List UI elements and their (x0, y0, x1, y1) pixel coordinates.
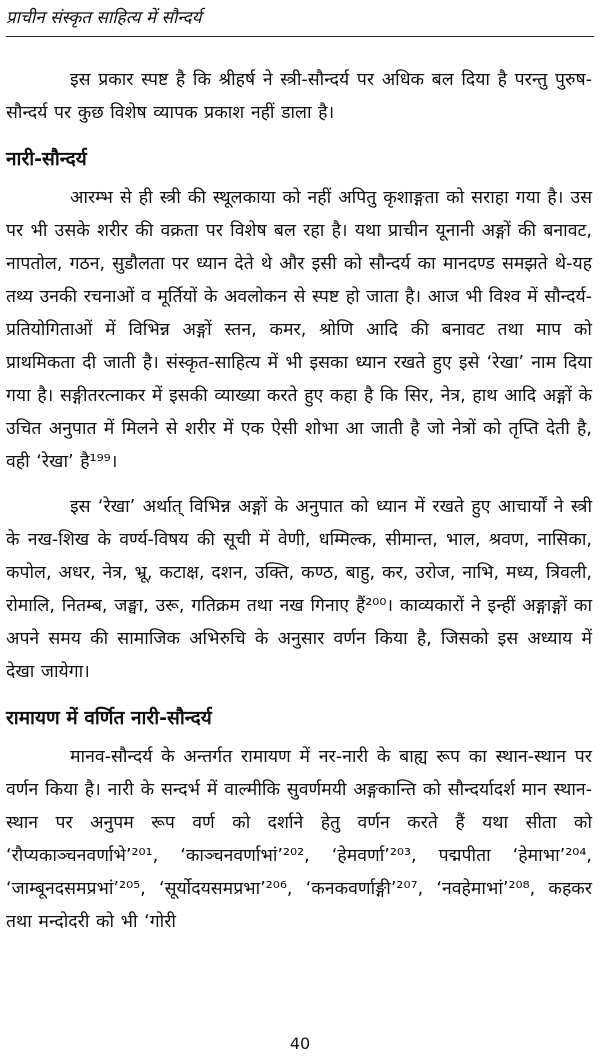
section-heading-ramayan: रामायण में वर्णित नारी-सौन्दर्य (6, 707, 212, 729)
page-number: 40 (289, 1034, 311, 1053)
paragraph-nakh-shikh: इस ‘रेखा’ अर्थात् विभिन्न अङ्गों के अनुपात को ध्यान में रखते हुए आचार्यों ने स्त्री के नख-शिख के वर्ण्य-विषय की सूची में वेणी, धम्मिल्क, सीमान्त, भाल, श्रवण, नासिका, कपोल, अधर, नेत्र, भ्रू, कटाक्ष, दशन, उक्ति, कण्ठ, बाहु, कर, उरोज, नाभि, मध्य, त्रिवली, रोमालि, नितम्ब, जङ्घा, उरू, गतिक्रम तथा नख गिनाए हैं²⁰⁰। काव्यकारों ने इन्हीं अङ्गाङ्गों का अपने समय की सामाजिक अभिरुचि के अनुसार वर्णन किया है, जिसको इस अध्याय में देखा जायेगा। (6, 497, 592, 682)
section-heading-nari-saundarya: नारी-सौन्दर्य (6, 148, 87, 170)
paragraph-rekha: आरम्भ से ही स्त्री की स्थूलकाया को नहीं अपितु कृशाङ्गता को सराहा गया है। उस पर भी उसके शरीर की वक्रता पर विशेष बल रहा है। यथा प्राचीन यूनानी अङ्गों की बनावट, नापतोल, गठन, सुडौलता पर ध्यान देते थे और इसी को सौन्दर्य का मानदण्ड समझते थे-यह तथ्य उनकी रचनाओं व मूर्तियों के अवलोकन से स्पष्ट हो जाता है। आज भी विश्व में सौन्दर्य-प्रतियोगिताओं में विभिन्न अङ्गों स्तन, कमर, श्रोणि आदि की बनावट तथा माप को प्राथमिकता दी जाती है। संस्कृत-साहित्य में भी इसका ध्यान रखते हुए इसे ‘रेखा’ नाम दिया गया है। सङ्गीतरत्नाकर में इसकी व्याख्या करते हुए कहा है कि सिर, नेत्र, हाथ आदि अङ्गों के उचित अनुपात में मिलने से शरीर में एक ऐसी शोभा आ जाती है जो नेत्रों को तृप्ति देती है, वही ‘रेखा’ है¹⁹⁹। (6, 188, 592, 472)
paragraph-ramayan: मानव-सौन्दर्य के अन्तर्गत रामायण में नर-नारी के बाह्य रूप का स्थान-स्थान पर वर्णन किया है। नारी के सन्दर्भ में वाल्मीकि सुवर्णमयी अङ्गकान्ति को सौन्दर्यादर्श मान स्थान-स्थान पर अनुपम रूप वर्ण को दर्शाने हेतु वर्णन करते हैं यथा सीता को ‘रौप्यकाञ्चनवर्णाभे’²⁰¹, ‘काञ्चनवर्णाभां’²⁰², ‘हेमवर्णा’²⁰³, पद्मपीता ‘हेमाभा’²⁰⁴, ‘जाम्बूनदसमप्रभां’²⁰⁵, ‘सूर्योदयसमप्रभा’²⁰⁶, ‘कनकवर्णाङ्गी’²⁰⁷, ‘नवहेमाभां’²⁰⁸, कहकर तथा मन्दोदरी को भी ‘गोरी (6, 747, 592, 932)
paragraph-intro: इस प्रकार स्पष्ट है कि श्रीहर्ष ने स्त्री-सौन्दर्य पर अधिक बल दिया है परन्तु पुरुष-सौन्दर्य पर कुछ विशेष व्यापक प्रकाश नहीं डाला है। (6, 70, 592, 123)
page-body (6, 64, 592, 939)
running-header: प्राचीन संस्कृत साहित्य में सौन्दर्य (6, 6, 594, 37)
paragraph-gap (6, 479, 592, 491)
